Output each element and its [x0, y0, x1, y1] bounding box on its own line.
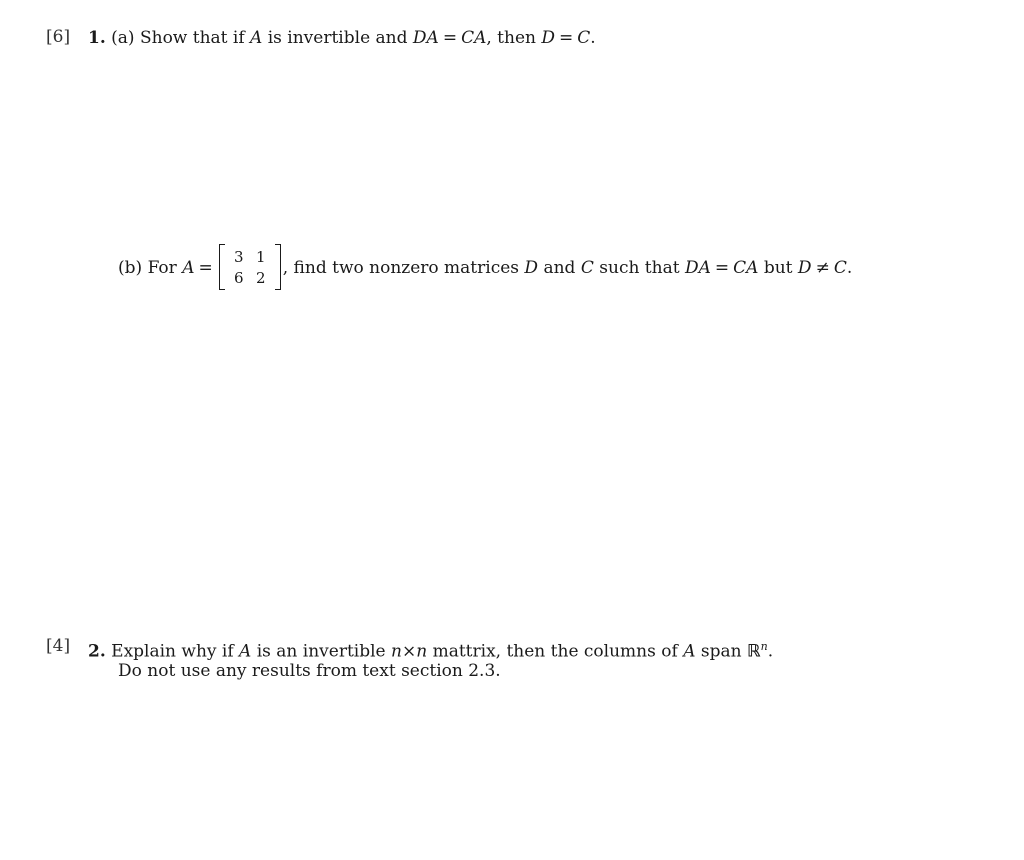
equals-sign: = [714, 258, 730, 278]
math-var: A [250, 28, 263, 48]
question-1b [118, 245, 852, 291]
equals-sign: = [198, 258, 213, 278]
text: but [763, 258, 793, 278]
marks-q1: [6] [46, 27, 71, 47]
text: mattrix, then the columns of [432, 641, 678, 662]
matrix-entry: 1 [255, 247, 266, 266]
math-var: D [797, 258, 812, 278]
math-var: A [182, 258, 195, 278]
math-expr: CA [461, 28, 487, 48]
matrix-A [219, 244, 281, 290]
reals-symbol: ℝ [746, 641, 761, 662]
math-expr: DA [412, 28, 439, 48]
text: and [543, 258, 576, 278]
equals-sign: = [442, 28, 458, 48]
text: , find two nonzero matrices [282, 258, 520, 278]
text: For [147, 258, 177, 278]
text: . [846, 258, 853, 278]
part-b-label: (b) [118, 258, 143, 278]
text: is an invertible [256, 641, 386, 662]
math-var: D [541, 28, 556, 48]
question-2-line2: Do not use any results from text section 2.3. [118, 661, 501, 681]
text: such that [599, 258, 680, 278]
text: . [590, 28, 596, 48]
math-var: n [416, 641, 428, 662]
matrix-entry: 6 [233, 268, 244, 287]
matrix-entry: 3 [233, 247, 244, 266]
text: span [700, 641, 742, 662]
text: is invertible and [267, 28, 408, 48]
matrix-entry: 2 [255, 268, 266, 287]
not-equal-sign: ≠ [815, 258, 830, 278]
text: Show that if [139, 28, 245, 48]
math-var: A [239, 641, 252, 662]
question-2 [88, 636, 773, 663]
text: . [767, 641, 774, 662]
math-var: A [683, 641, 696, 662]
math-var: C [577, 28, 591, 48]
times-sign: × [401, 641, 417, 662]
math-var: C [580, 258, 594, 278]
math-var: D [524, 258, 539, 278]
part-a-label: (a) [111, 28, 135, 48]
math-expr: DA [684, 258, 711, 278]
right-bracket [275, 244, 281, 290]
marks-q2: [4] [46, 636, 71, 656]
equals-sign: = [559, 28, 574, 48]
question-1a [88, 27, 596, 49]
text: , then [486, 28, 536, 48]
math-expr: CA [733, 258, 759, 278]
question-number-1: 1. [88, 28, 106, 48]
superscript: n [760, 640, 768, 653]
question-number-2: 2. [88, 641, 106, 662]
matrix-entries [225, 247, 275, 288]
math-var: C [833, 258, 847, 278]
text: Explain why if [111, 641, 234, 662]
math-var: n [391, 641, 402, 662]
